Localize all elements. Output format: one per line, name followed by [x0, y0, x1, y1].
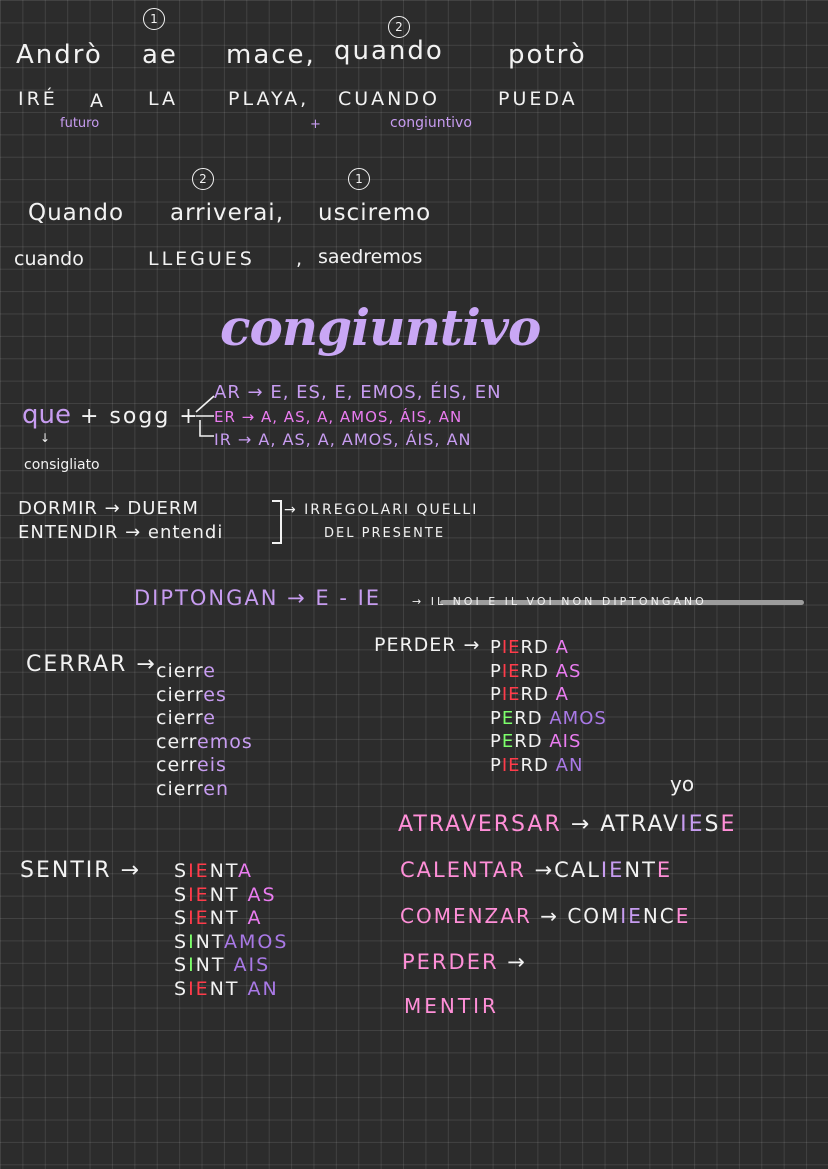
word: CUANDO — [338, 88, 440, 110]
perder-conjugation — [490, 636, 607, 777]
formula-que: que — [22, 400, 71, 430]
list-item — [156, 684, 253, 708]
rule-er: ER → A, AS, A, AMOS, ÁIS, AN — [214, 408, 463, 426]
circled-number-1: 1 — [143, 8, 165, 30]
word: Andrò — [16, 40, 103, 70]
word: usciremo — [318, 200, 432, 226]
list-item: SINTAMOS — [174, 930, 289, 953]
word: arriverai, — [170, 200, 285, 226]
list-item: PIERD A — [490, 637, 569, 658]
list-item: PIERD AN — [490, 754, 584, 776]
formula-sogg: + sogg + — [80, 404, 200, 429]
list-item: PIERD AS — [490, 660, 582, 682]
label-plus: + — [310, 117, 321, 132]
example-row: PERDER → — [402, 950, 527, 974]
irregular-dormir: DORMIR → DUERM — [18, 498, 199, 519]
irregular-entendir: ENTENDIR → entendi — [18, 522, 224, 543]
note-presente: DEL PRESENTE — [324, 526, 446, 541]
list-item — [156, 754, 253, 778]
ending: eis — [197, 754, 227, 776]
word: quando — [334, 36, 444, 66]
diptongan-label: DIPTONGAN → E - IE — [134, 586, 382, 610]
diptongan-note: → IL NOI E IL VOI NON DIPTONGANO — [412, 595, 707, 608]
word: LLEGUES — [148, 248, 255, 270]
circled-number-1b: 1 — [348, 168, 370, 190]
word: Quando — [28, 200, 125, 226]
word: A — [90, 90, 106, 112]
branch-arrows-icon — [194, 392, 218, 444]
word: saedremos — [318, 246, 423, 268]
list-item: PERD AIS — [490, 731, 582, 752]
ending: en — [203, 777, 230, 800]
circled-number-2: 2 — [388, 16, 410, 38]
example-row: ATRAVERSAR → ATRAVIESE — [398, 812, 737, 837]
cerrar-conjugation — [156, 660, 253, 801]
example-row: MENTIR — [404, 994, 499, 1018]
circled-number-2b: 2 — [192, 168, 214, 190]
verb-cerrar: CERRAR → — [26, 652, 157, 677]
list-item — [156, 660, 253, 684]
down-arrow-icon: ↓ — [40, 431, 51, 445]
list-item: PIERD A — [490, 684, 569, 705]
bracket-icon — [272, 500, 282, 544]
verb-perder: PERDER → — [374, 634, 481, 656]
example-row: CALENTAR →CALIENTE — [400, 858, 673, 882]
word: potrò — [508, 40, 587, 70]
stem: cierr — [156, 707, 204, 729]
word: cuando — [14, 248, 84, 270]
list-item: SIENT AS — [174, 883, 277, 906]
word: IRÉ — [18, 88, 58, 110]
word: ae — [142, 40, 178, 70]
list-item: PERD AMOS — [490, 707, 607, 729]
word: mace, — [226, 40, 316, 70]
list-item: SINT AIS — [174, 954, 271, 976]
label-futuro: futuro — [60, 116, 100, 131]
ending: e — [203, 660, 216, 682]
rule-ar: AR → E, ES, E, EMOS, ÉIS, EN — [214, 382, 502, 403]
example-row: COMENZAR → COMIENCE — [400, 904, 691, 928]
ending: e — [203, 707, 216, 729]
list-item: SIENT A — [174, 907, 263, 929]
label-yo: yo — [670, 772, 695, 796]
stem: cierr — [156, 660, 204, 682]
ending: es — [203, 683, 227, 706]
ending: emos — [197, 730, 253, 753]
list-item — [156, 731, 253, 755]
rule-ir: IR → A, AS, A, AMOS, ÁIS, AN — [214, 430, 472, 449]
label-congiuntivo: congiuntivo — [390, 115, 472, 131]
sentir-conjugation — [174, 860, 288, 1001]
verb-sentir: SENTIR → — [20, 858, 141, 883]
list-item — [156, 778, 253, 802]
word: PUEDA — [498, 88, 578, 110]
stem: cerr — [156, 730, 198, 753]
stem: cierr — [156, 683, 204, 706]
word: , — [296, 248, 303, 270]
page-title: congiuntivo — [220, 298, 541, 357]
list-item — [156, 707, 253, 731]
list-item: SIENT AN — [174, 977, 279, 1000]
stem: cerr — [156, 754, 198, 776]
word: LA — [148, 88, 179, 110]
stem: cierr — [156, 777, 204, 800]
note-irregolari: → IRREGOLARI QUELLI — [284, 502, 479, 518]
list-item: SIENTA — [174, 860, 254, 882]
word: PLAYA, — [228, 88, 310, 110]
label-consigliato: consigliato — [24, 457, 100, 473]
